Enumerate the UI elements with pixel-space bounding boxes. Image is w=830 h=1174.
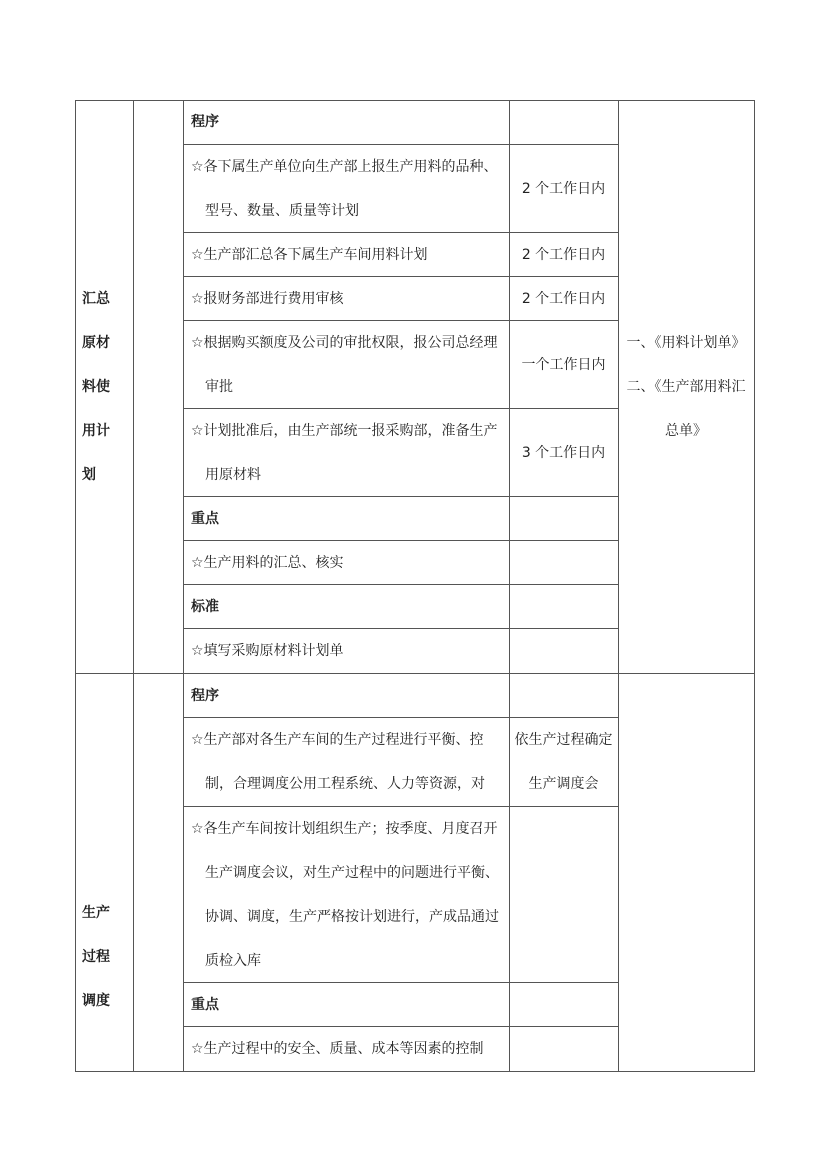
section-title-line: 划 [82, 466, 96, 483]
step-text: ☆生产部对各生产车间的生产过程进行平衡、控制，合理调度公用工程系统、人力等资源，对 [183, 718, 510, 807]
section-title-material-plan [75, 100, 134, 674]
document-item: 二、《生产部用料汇 [626, 378, 746, 395]
heading-key-points: 重点 [183, 983, 510, 1027]
time-cell [509, 585, 619, 629]
section-title-line: 生产 [82, 905, 110, 921]
time-cell: 3 个工作日内 [509, 409, 619, 497]
heading-procedure: 程序 [183, 674, 510, 718]
empty-cell [133, 100, 184, 674]
section-title-line: 汇总 [82, 290, 110, 307]
section-title-line: 用计 [82, 422, 110, 439]
step-text: ☆各生产车间按计划组织生产；按季度、月度召开生产调度会议，对生产过程中的问题进行平衡、协调、调度，生产严格按计划进行，产成品通过质检入库 [183, 807, 510, 983]
time-cell: 依生产过程确定生产调度会 [509, 718, 619, 807]
section-title-production-dispatch [75, 674, 134, 1072]
time-cell [509, 807, 619, 983]
time-cell [509, 983, 619, 1027]
heading-standard: 标准 [183, 585, 510, 629]
time-cell [509, 1027, 619, 1072]
section-title-line: 料使 [82, 378, 110, 395]
related-documents [618, 100, 755, 674]
document-item: 总单》 [665, 422, 707, 439]
step-text: ☆生产过程中的安全、质量、成本等因素的控制 [183, 1027, 510, 1072]
time-cell [509, 497, 619, 541]
heading-procedure: 程序 [183, 100, 510, 145]
document-item: 一、《用料计划单》 [626, 334, 746, 351]
time-cell [509, 629, 619, 674]
heading-key-points: 重点 [183, 497, 510, 541]
section-title-line: 调度 [82, 993, 110, 1009]
related-documents [618, 674, 755, 1072]
step-text: ☆生产用料的汇总、核实 [183, 541, 510, 585]
time-cell: 2 个工作日内 [509, 233, 619, 277]
step-text: ☆计划批准后，由生产部统一报采购部，准备生产用原材料 [183, 409, 510, 497]
time-cell: 2 个工作日内 [509, 145, 619, 233]
empty-cell [133, 674, 184, 1072]
step-text: ☆生产部汇总各下属生产车间用料计划 [183, 233, 510, 277]
step-text: ☆根据购买额度及公司的审批权限，报公司总经理审批 [183, 321, 510, 409]
time-cell: 一个工作日内 [509, 321, 619, 409]
time-cell [509, 541, 619, 585]
section-title-line: 原材 [82, 334, 110, 351]
time-cell [509, 100, 619, 145]
time-cell: 2 个工作日内 [509, 277, 619, 321]
step-text: ☆报财务部进行费用审核 [183, 277, 510, 321]
time-cell [509, 674, 619, 718]
step-text: ☆各下属生产单位向生产部上报生产用料的品种、型号、数量、质量等计划 [183, 145, 510, 233]
section-title-line: 过程 [82, 949, 110, 965]
step-text: ☆填写采购原材料计划单 [183, 629, 510, 674]
